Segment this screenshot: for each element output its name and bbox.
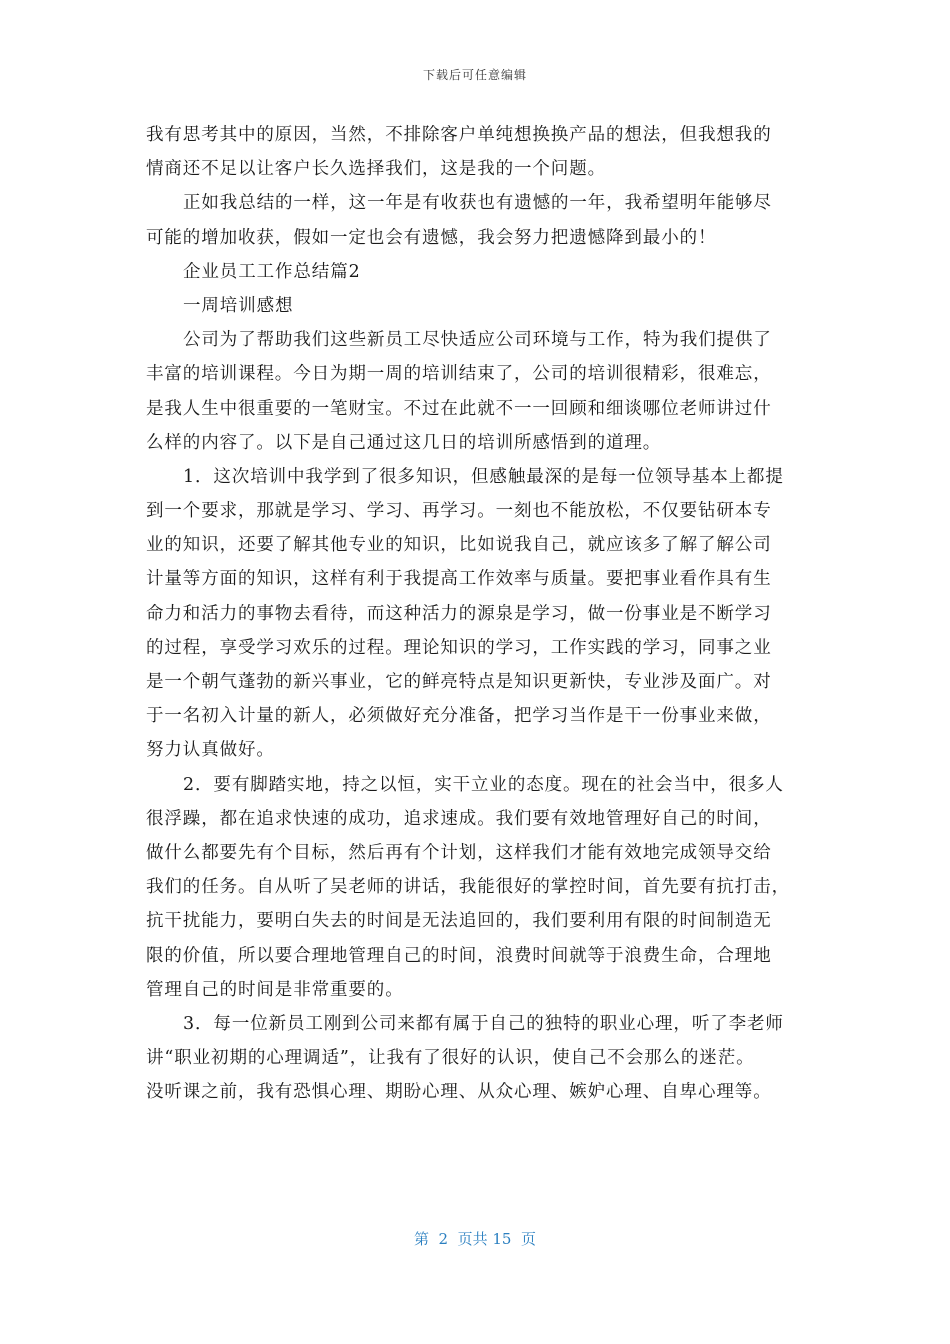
text-line: 很浮躁，都在追求快速的成功，追求速成。我们要有效地管理好自己的时间， [146, 808, 772, 829]
text-line: 正如我总结的一样，这一年是有收获也有遗憾的一年，我希望明年能够尽 [183, 193, 772, 214]
text-line: 情商还不足以让客户长久选择我们，这是我的一个问题。 [146, 159, 606, 180]
text-line: 没听课之前，我有恐惧心理、期盼心理、从众心理、嫉妒心理、自卑心理等。 [146, 1082, 772, 1103]
text-line: 讲“职业初期的心理调适”，让我有了很好的认识，使自己不会那么的迷茫。 [146, 1048, 755, 1069]
text-line: 限的价值，所以要合理地管理自己的时间，浪费时间就等于浪费生命，合理地 [146, 945, 772, 966]
text-line: 2．要有脚踏实地，持之以恒，实干立业的态度。现在的社会当中，很多人 [183, 774, 784, 795]
text-line: 1．这次培训中我学到了很多知识，但感触最深的是每一位领导基本上都提 [183, 466, 784, 487]
text-line: 么样的内容了。以下是自己通过这几日的培训所感悟到的道理。 [146, 432, 662, 453]
page-footer: 第 2 页共 15 页 [413, 1230, 536, 1248]
text-line: 是一个朝气蓬勃的新兴事业，它的鲜亮特点是知识更新快，专业涉及面广。对 [146, 672, 772, 692]
text-line: 是我人生中很重要的一笔财宝。不过在此就不一一回顾和细谈哪位老师讲过什 [146, 398, 772, 419]
text-line: 做什么都要先有个目标，然后再有个计划，这样我们才能有效地完成领导交给 [146, 842, 772, 863]
text-line: 一周培训感想 [183, 295, 294, 316]
text-line: 业的知识，还要了解其他专业的知识，比如说我自己，就应该多了解了解公司 [146, 535, 772, 556]
text-line: 丰富的培训课程。今日为期一周的培训结束了，公司的培训很精彩，很难忘， [146, 364, 772, 385]
text-line: 计量等方面的知识，这样有利于我提高工作效率与质量。要把事业看作具有生 [146, 569, 772, 590]
text-line: 我有思考其中的原因，当然，不排除客户单纯想换换产品的想法，但我想我的 [146, 125, 772, 145]
text-line: 于一名初入计量的新人，必须做好充分准备，把学习当作是干一份事业来做， [146, 706, 772, 727]
text-line: 努力认真做好。 [146, 740, 275, 761]
text-line: 命力和活力的事物去看待，而这种活力的源泉是学习，做一份事业是不断学习 [146, 603, 772, 624]
text-line: 可能的增加收获，假如一定也会有遗憾，我会努力把遗憾降到最小的！ [146, 227, 717, 248]
text-line: 3．每一位新员工刚到公司来都有属于自己的独特的职业心理，听了李老师 [183, 1013, 784, 1034]
text-line: 到一个要求，那就是学习、学习、再学习。一刻也不能放松，不仅要钻研本专 [146, 501, 772, 522]
text-line: 公司为了帮助我们这些新员工尽快适应公司环境与工作，特为我们提供了 [183, 330, 772, 351]
text-line: 企业员工工作总结篇2 [183, 261, 361, 282]
text-line: 我们的任务。自从听了吴老师的讲话，我能很好的掌控时间，首先要有抗打击， [146, 877, 790, 898]
page-header: 下载后可任意编辑 [422, 68, 527, 82]
text-line: 抗干扰能力，要明白失去的时间是无法追回的，我们要利用有限的时间制造无 [146, 911, 772, 932]
text-line: 的过程，享受学习欢乐的过程。理论知识的学习，工作实践的学习，同事之业 [146, 637, 772, 658]
text-line: 管理自己的时间是非常重要的。 [146, 979, 404, 1000]
document-body [146, 118, 810, 1109]
